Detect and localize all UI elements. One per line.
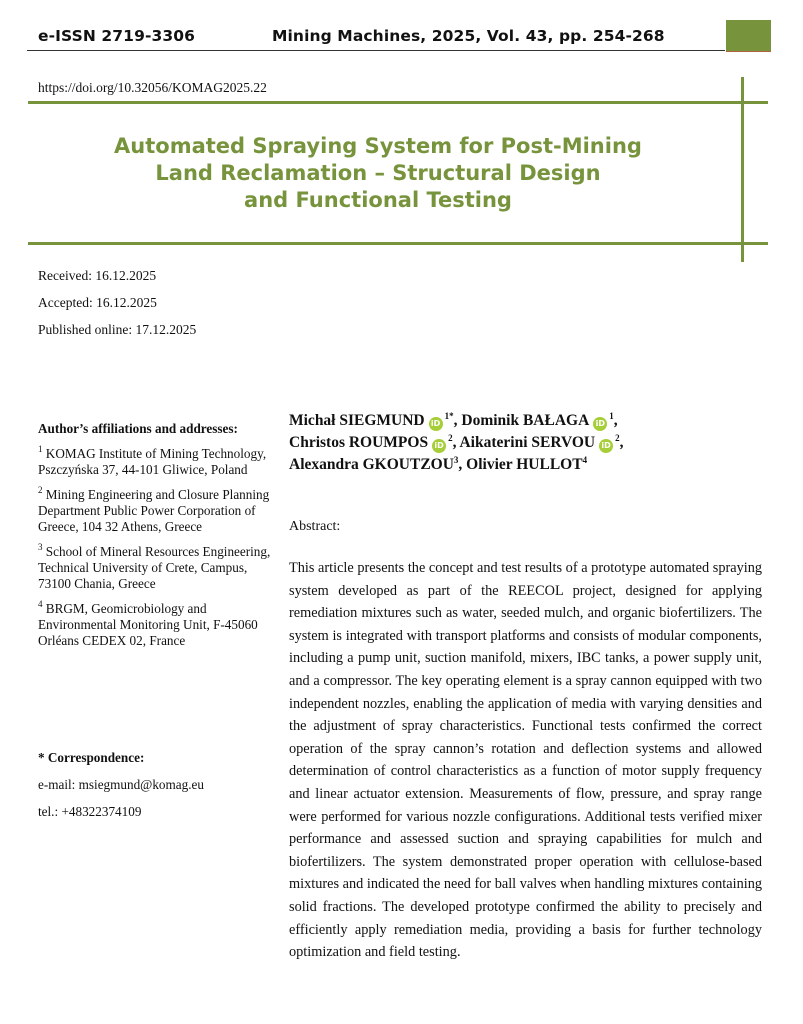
published-date: Published online: 17.12.2025 xyxy=(38,322,197,337)
title-vertical-rule xyxy=(741,77,744,262)
author-name: Olivier HULLOT xyxy=(466,456,583,473)
orcid-icon[interactable]: iD xyxy=(429,417,443,431)
affiliation-number: 4 xyxy=(38,599,43,609)
correspondence-tel: tel.: +48322374109 xyxy=(38,804,142,819)
abstract-text: This article presents the concept and test results of a prototype automated spraying system developed as part of the REECOL project, designed for applying remediation mixtures such as water, seeded mulch, and organic biofertilizers. The system is integrated with transport platforms and consists of modular components, including a pump unit, suction manifold, mixers, IBC tanks, a power supply unit, and a compressor. The key operating element is a spray cannon equipped with two independent nozzles, enabling the application of media with varying densities and the adjustment of spray characteristics. Functional tests confirmed the correct operation of the spray cannon’s rotation and deflection systems and allowed determination of control characteristics as a function of motor supply frequency and linear actuator extension. Measurements of flow, pressure, and spray range were performed for various nozzle configurations. Additional tests verified mixer performance and assessed suction and spraying capabilities for mulch and biofertilizers. The system demonstrated proper operation with cellulose-based mixtures and indicated the need for ball valves when handling mixtures containing solid fractions. The developed prototype confirmed the ability to precisely and efficiently apply remediation media, providing a basis for further technology optimization and field testing. xyxy=(289,560,762,961)
affiliation-text: Mining Engineering and Closure Planning Department Public Power Corporation of Greece, 104 32 Athens, Greece xyxy=(38,487,270,534)
author xyxy=(466,456,587,473)
correspondence-heading: * Correspondence: xyxy=(38,750,145,765)
author-list xyxy=(289,410,739,476)
author xyxy=(289,412,454,429)
affiliation-3 xyxy=(38,544,278,592)
article-title xyxy=(60,133,696,214)
title-line-3: and Functional Testing xyxy=(244,188,512,212)
journal-citation: Mining Machines, 2025, Vol. 43, pp. 254-268 xyxy=(272,27,665,45)
author-name: Christos ROUMPOS xyxy=(289,434,429,451)
header-divider xyxy=(27,50,725,51)
separator: , xyxy=(613,412,618,429)
affiliation-4 xyxy=(38,601,278,649)
affiliation-text: School of Mineral Resources Engineering, Technical University of Crete, Campus, 73100 Chania, Greece xyxy=(38,544,271,591)
title-top-rule xyxy=(28,101,768,104)
author-affiliation-ref: 3 xyxy=(453,455,459,465)
author xyxy=(289,456,458,473)
orcid-icon[interactable]: iD xyxy=(432,439,446,453)
title-line-2: Land Reclamation – Structural Design xyxy=(155,161,601,185)
orcid-icon[interactable]: iD xyxy=(599,439,613,453)
separator: , xyxy=(619,434,624,451)
affiliation-2 xyxy=(38,487,278,535)
author-name: Alexandra GKOUTZOU xyxy=(289,456,454,473)
author-affiliation-ref: 2 xyxy=(615,433,620,443)
author-affiliation-ref: 2 xyxy=(448,433,453,443)
affiliation-number: 3 xyxy=(38,542,43,552)
affiliation-number: 2 xyxy=(38,485,43,495)
author xyxy=(459,434,619,451)
accepted-date: Accepted: 16.12.2025 xyxy=(38,295,157,310)
separator: , xyxy=(453,412,462,429)
affiliation-number: 1 xyxy=(38,444,43,454)
received-date: Received: 16.12.2025 xyxy=(38,268,157,283)
separator: , xyxy=(458,456,467,473)
title-line-1: Automated Spraying System for Post-Mining xyxy=(114,134,642,158)
orcid-icon[interactable]: iD xyxy=(593,417,607,431)
author-name: Michał SIEGMUND xyxy=(289,412,425,429)
author-name: Aikaterini SERVOU xyxy=(459,434,596,451)
correspondence-email[interactable]: e-mail: msiegmund@komag.eu xyxy=(38,777,204,792)
author xyxy=(289,434,453,451)
author-affiliation-ref: 1 xyxy=(609,411,614,421)
author-name: Dominik BAŁAGA xyxy=(461,412,590,429)
doi-link[interactable]: https://doi.org/10.32056/KOMAG2025.22 xyxy=(38,80,267,95)
author-affiliation-ref: 1* xyxy=(444,411,454,421)
separator: , xyxy=(452,434,460,451)
affiliation-1 xyxy=(38,446,278,478)
abstract-label: Abstract: xyxy=(289,519,341,534)
author xyxy=(461,412,613,429)
affiliations xyxy=(38,421,278,658)
publication-dates xyxy=(38,262,196,343)
affiliations-heading: Author’s affiliations and addresses: xyxy=(38,421,238,436)
affiliation-text: BRGM, Geomicrobiology and Environmental Monitoring Unit, F-45060 Orléans CEDEX 02, France xyxy=(38,601,258,648)
header-accent-block xyxy=(726,20,771,52)
author-affiliation-ref: 4 xyxy=(582,455,588,465)
title-bottom-rule xyxy=(28,242,768,245)
correspondence xyxy=(38,744,278,825)
issn: e-ISSN 2719-3306 xyxy=(38,27,196,45)
affiliation-text: KOMAG Institute of Mining Technology, Pszczyńska 37, 44-101 Gliwice, Poland xyxy=(38,446,267,477)
